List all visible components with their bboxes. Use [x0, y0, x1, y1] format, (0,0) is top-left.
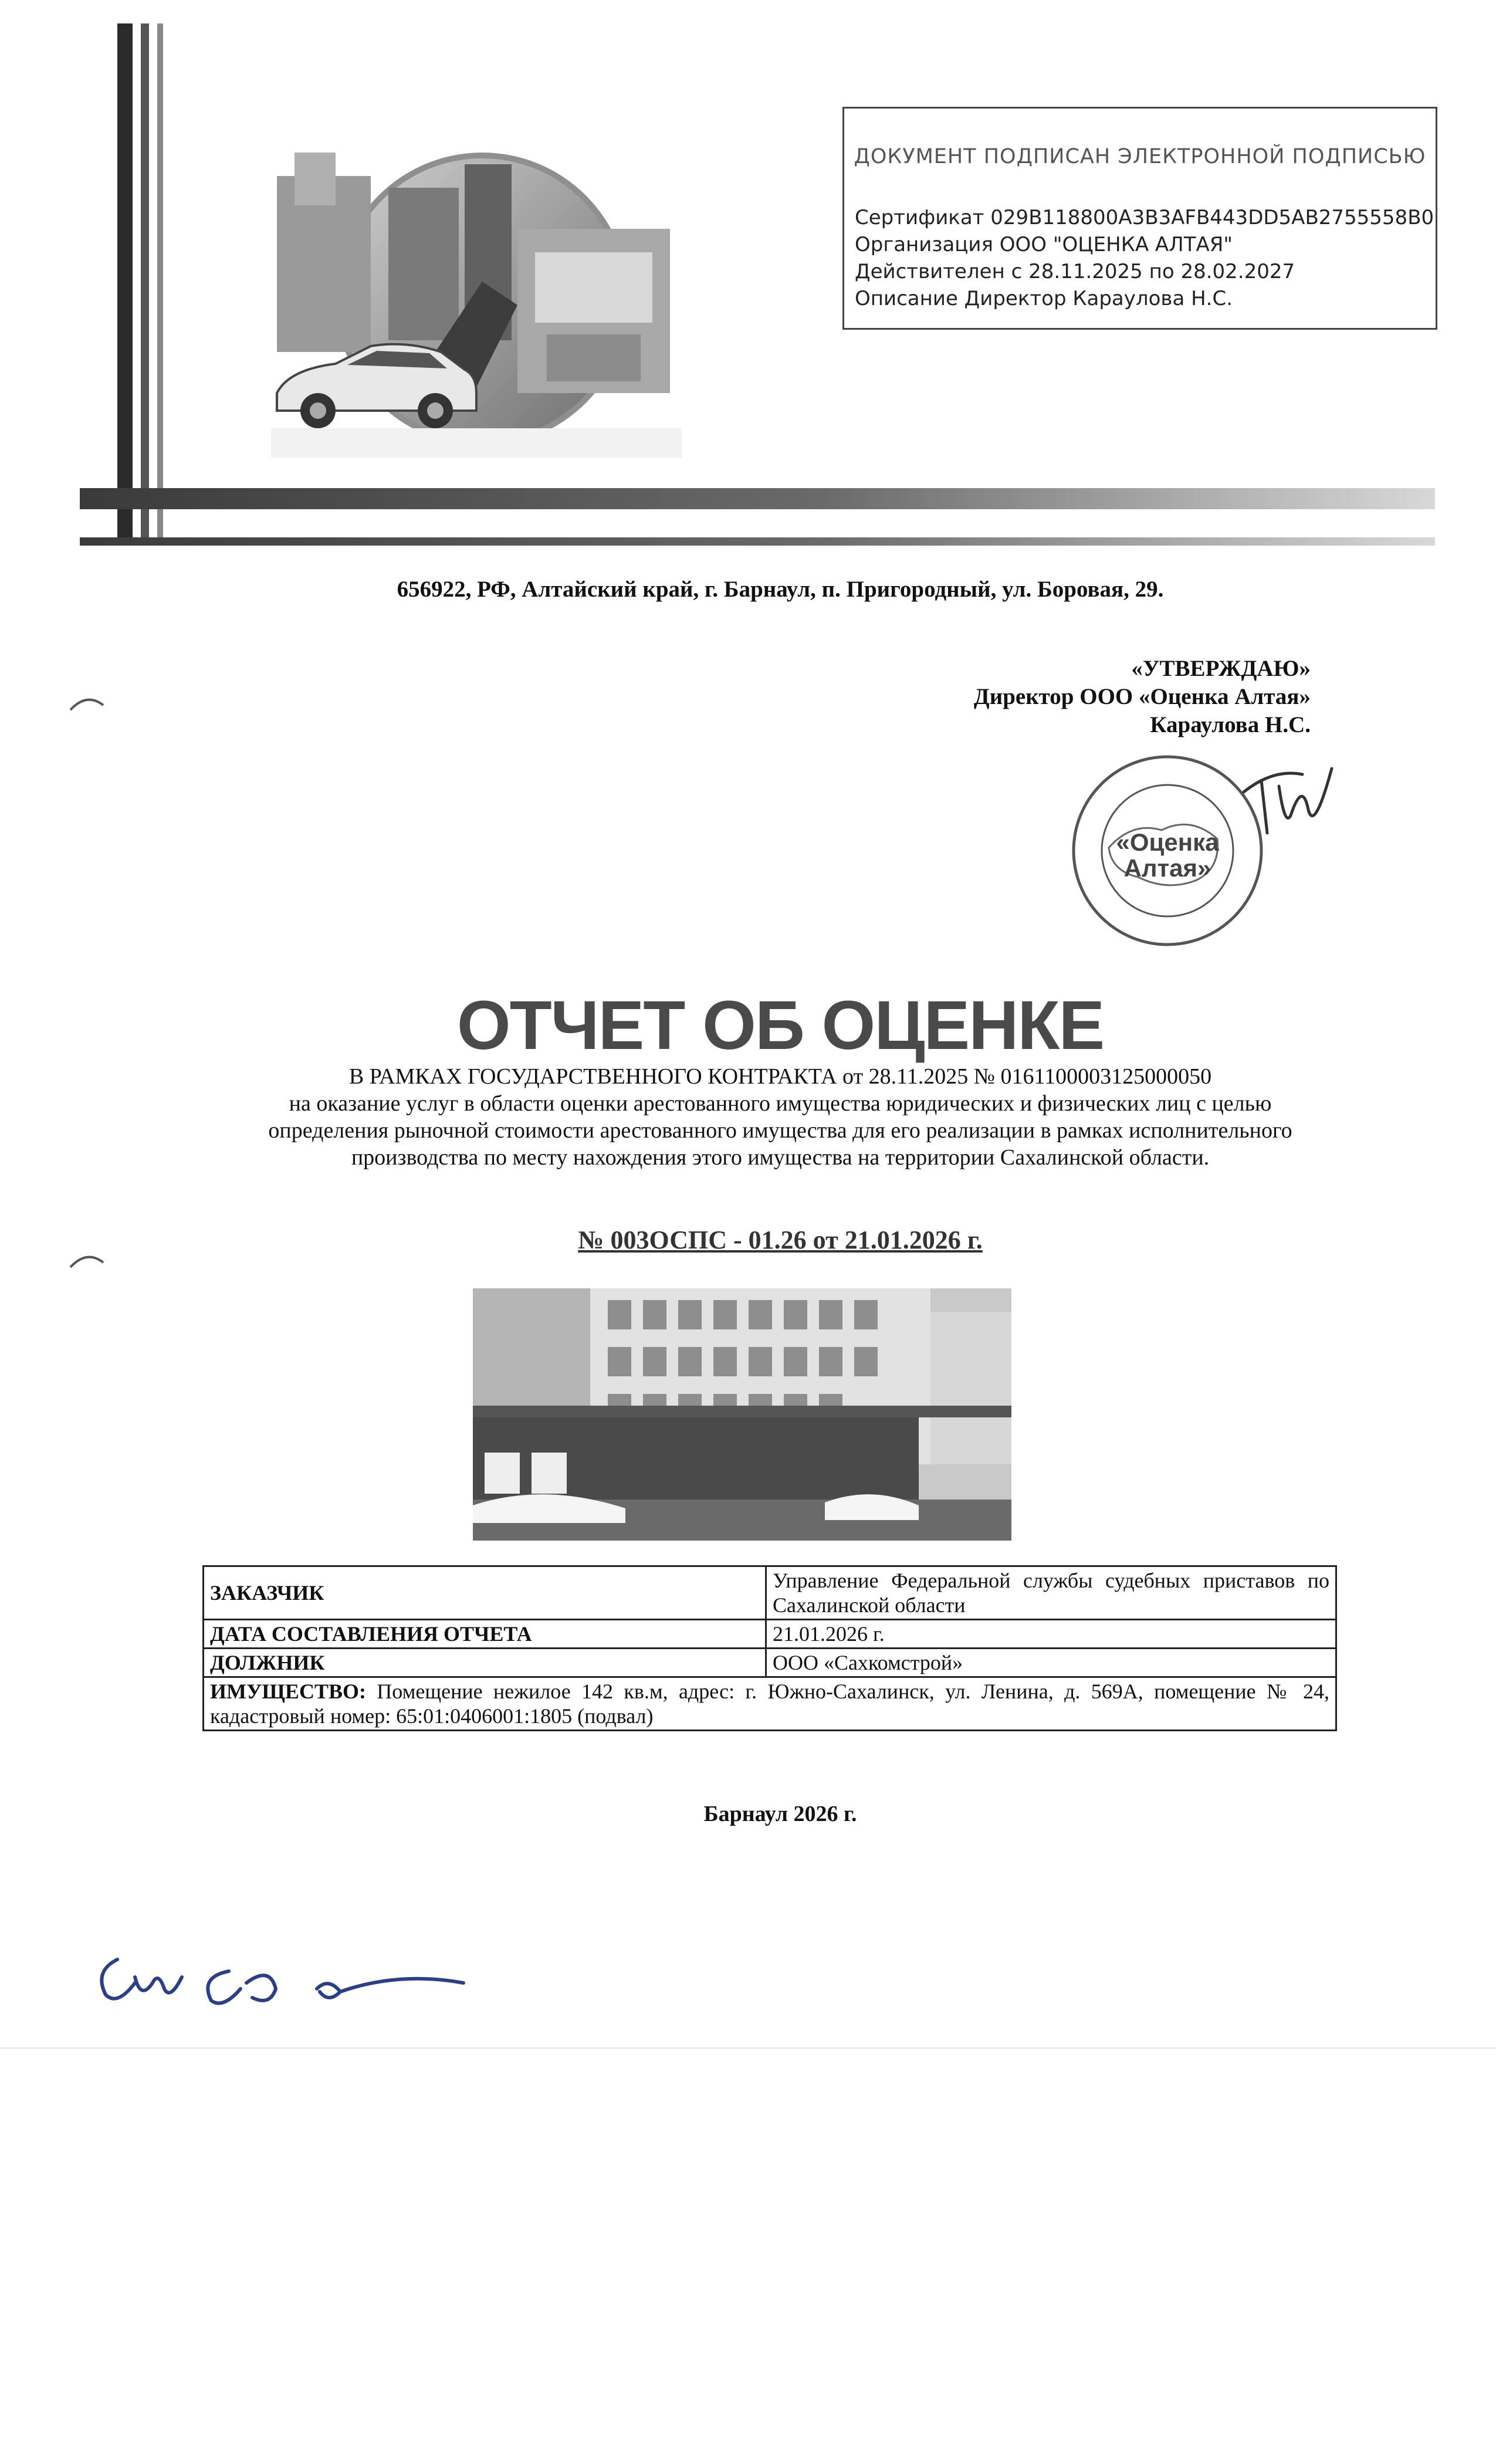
report-info-table — [202, 1565, 1337, 1731]
company-address: 656922, РФ, Алтайский край, г. Барнаул, п. Пригородный, ул. Боровая, 29. — [397, 577, 1164, 602]
property-value: Помещение нежилое 142 кв.м, адрес: г. Южно-Сахалинск, ул. Ленина, д. 569А, помещение № 24, кадастровый номер: 65:01:0406001:1805 (подвал) — [210, 1680, 1329, 1728]
company-stamp — [1068, 751, 1267, 950]
contract-line: производства по месту нахождения этого имущества на территории Сахалинской области. — [351, 1145, 1210, 1170]
esign-header: ДОКУМЕНТ ПОДПИСАН ЭЛЕКТРОННОЙ ПОДПИСЬЮ — [854, 145, 1426, 168]
debtor-label: ДОЛЖНИК — [204, 1649, 766, 1677]
approval-block — [974, 655, 1311, 739]
letterhead-hbar — [80, 537, 1435, 546]
property-label: ИМУЩЕСТВО: — [210, 1680, 366, 1703]
contract-date-number: от 28.11.2025 № 0161100003125000050 — [837, 1064, 1212, 1089]
report-date-label: ДАТА СОСТАВЛЕНИЯ ОТЧЕТА — [204, 1620, 766, 1649]
customer-value: Управление Федеральной службы судебных приставов по Сахалинской области — [766, 1566, 1336, 1620]
approval-heading: «УТВЕРЖДАЮ» — [1131, 656, 1311, 681]
approval-name: Караулова Н.С. — [1150, 712, 1311, 737]
electronic-signature-box — [842, 107, 1437, 330]
stamp-text-line1: «Оценка — [1116, 828, 1219, 856]
report-number: № 003ОСПС - 01.26 от 21.01.2026 г. — [578, 1226, 983, 1254]
table-row — [204, 1649, 1336, 1677]
esign-organization: Организация ООО "ОЦЕНКА АЛТАЯ" — [855, 233, 1233, 256]
bottom-signature — [94, 1936, 469, 2018]
director-signature — [1238, 757, 1338, 845]
letterhead-vbar — [157, 23, 163, 540]
esign-description: Описание Директор Караулова Н.С. — [855, 287, 1233, 310]
scan-bottom-edge — [0, 2047, 1496, 2049]
contract-description — [0, 1063, 1496, 1171]
property-photo — [473, 1288, 1011, 1541]
binder-hole-mark — [69, 692, 104, 716]
esign-certificate: Сертификат 029B118800A3B3AFB443DD5AB2755558B0 — [855, 206, 1434, 229]
contract-line: на оказание услуг в области оценки арестованного имущества юридических и физических лиц с целью — [289, 1091, 1272, 1116]
property-cell — [204, 1677, 1336, 1731]
customer-label: ЗАКАЗЧИК — [204, 1566, 766, 1620]
city-year: Барнаул 2026 г. — [703, 1802, 857, 1826]
debtor-value: ООО «Сахкомстрой» — [766, 1649, 1336, 1677]
report-title: ОТЧЕТ ОБ ОЦЕНКЕ — [456, 987, 1104, 1064]
report-date-value: 21.01.2026 г. — [766, 1620, 1336, 1649]
stamp-text-line2: Алтая» — [1123, 854, 1211, 882]
binder-hole-mark — [69, 1250, 104, 1273]
letterhead-vbar — [141, 23, 149, 540]
contract-line: определения рыночной стоимости арестованного имущества для его реализации в рамках исполнительного — [268, 1118, 1292, 1143]
table-row — [204, 1620, 1336, 1649]
company-logo-artwork — [271, 141, 682, 458]
contract-caps: В РАМКАХ ГОСУДАРСТВЕННОГО КОНТРАКТА — [348, 1064, 837, 1089]
letterhead-vbar — [117, 23, 133, 540]
esign-validity: Действителен с 28.11.2025 по 28.02.2027 — [855, 260, 1295, 283]
table-row — [204, 1677, 1336, 1731]
letterhead-hbar — [80, 488, 1435, 509]
table-row — [204, 1566, 1336, 1620]
approval-position: Директор ООО «Оценка Алтая» — [973, 684, 1311, 709]
